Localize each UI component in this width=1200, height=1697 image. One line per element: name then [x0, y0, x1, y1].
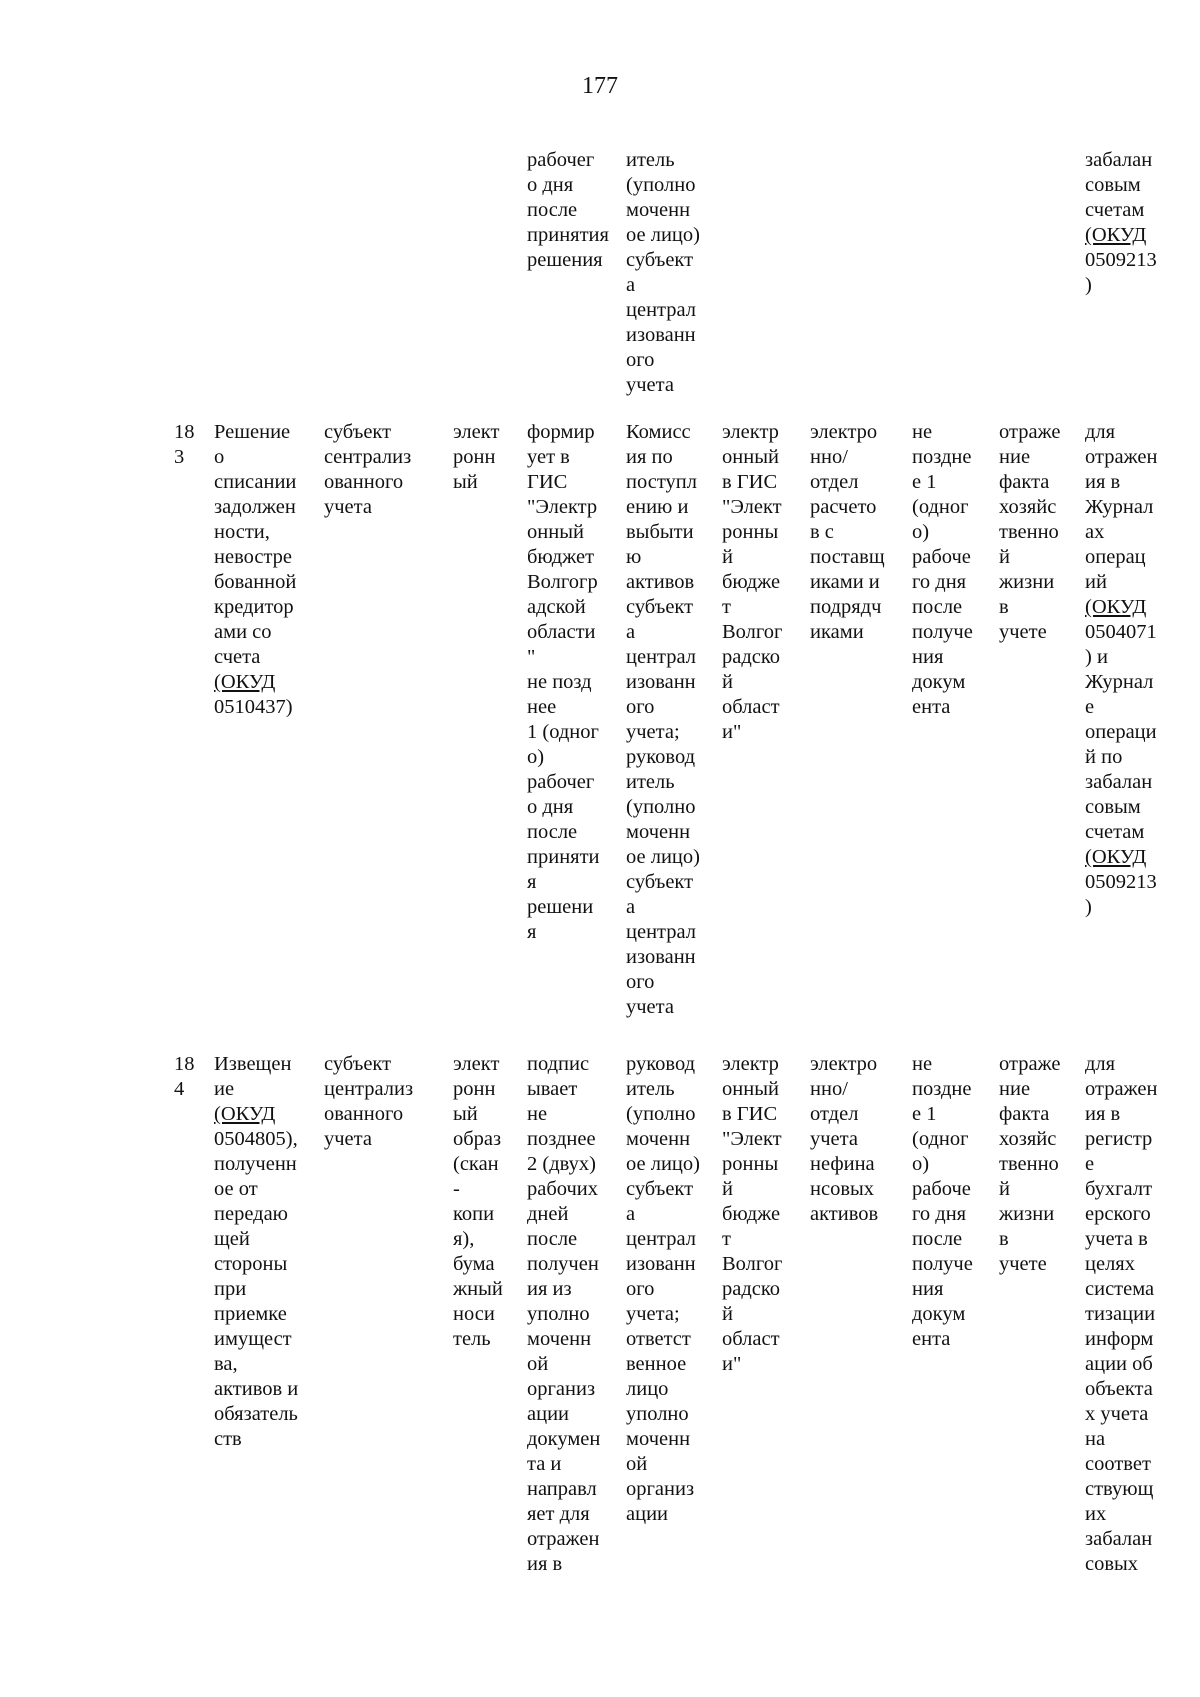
cell-deadline: подпис ывает не позднее 2 (двух) рабочих дней после получен ия из уполно моченн ой организ ации докумен та и направл яет для отражен ия в [527, 1053, 601, 1575]
cell-form: элект ронн ый [453, 421, 500, 493]
cell-processing: отраже ние факта хозяйс твенно й жизни в учете [999, 1053, 1061, 1275]
cell-purpose-code: 0509213 ) [1085, 249, 1157, 296]
cell-responsible: Комисс ия по поступл ению и выбыти ю активов субъект а централ изованн ого учета; руковод итель (уполно моченн ое лицо) субъект а централ изованн ого учета [626, 421, 700, 1018]
cell-transfer-method: электр онный в ГИС "Элект ронны й бюдже т Волгог радско й област и" [722, 1053, 783, 1375]
cell-purpose [1085, 420, 1185, 920]
row-number: 18 4 [174, 1053, 195, 1100]
cell-creator: субъект cентрализ ованного учета [324, 421, 412, 518]
document-name: Извещен ие [214, 1053, 292, 1100]
document-name: Решение о списании задолжен ности, невостре бованной кредитор ами со счета [214, 421, 297, 668]
okud-link[interactable]: (ОКУД [214, 1103, 276, 1125]
okud-link[interactable]: (ОКУД [1085, 596, 1147, 618]
cell-processing-deadline: не поздне е 1 (одног о) рабоче го дня после получе ния докум ента [912, 421, 973, 718]
cell-responsible: руковод итель (уполно моченн ое лицо) субъект а централ изованн ого учета; ответст венное лицо уполно моченн ой организ ации [626, 1053, 700, 1525]
cell-processing: отраже ние факта хозяйс твенно й жизни в учете [999, 421, 1061, 643]
cell-deadline: формир ует в ГИС "Электр онный бюджет Волгогр адской области " не позд нее 1 (одног о) рабочег о дня после приняти я решени я [527, 421, 600, 943]
cell-purpose: для отражен ия в регистр е бухгалт ерского учета в целях система тизации информ ации об объекта х учета на соответ ствующ их забалан совых [1085, 1053, 1158, 1575]
cell-responsible: итель (уполно моченн ое лицо) субъект а централ изованн ого учета [626, 149, 700, 396]
cell-transfer-method: электр онный в ГИС "Элект ронны й бюдже т Волгог радско й област и" [722, 421, 783, 743]
cell-recipient: электро нно/ отдел расчето в с поставщ иками и подрядч иками [810, 421, 885, 643]
cell-deadline: рабочег о дня после принятия решения [527, 149, 609, 271]
cell-document [214, 1052, 319, 1452]
cell-document [214, 420, 319, 720]
cell-creator: субъект централиз ованного учета [324, 1053, 414, 1150]
document-code: 0510437) [214, 696, 293, 718]
row-number: 18 3 [174, 421, 195, 468]
cell-form: элект ронн ый образ (скан - копи я), бума жный носи тель [453, 1053, 503, 1350]
cell-purpose [1085, 148, 1185, 298]
okud-link[interactable]: (ОКУД [1085, 224, 1147, 246]
cell-purpose-text: забалан совым счетам [1085, 149, 1153, 221]
okud-link[interactable]: (ОКУД [1085, 846, 1147, 868]
cell-purpose-code: 0509213 ) [1085, 871, 1157, 918]
cell-processing-deadline: не поздне е 1 (одног о) рабоче го дня после получе ния докум ента [912, 1053, 973, 1350]
document-code: 0504805), полученн ое от передаю щей стороны при приемке имущест ва, активов и обязатель ств [214, 1128, 299, 1450]
cell-purpose-text: 0504071 ) и Журнал е операци й по забалан совым счетам [1085, 621, 1157, 843]
cell-recipient: электро нно/ отдел учета нефина нсовых активов [810, 1053, 879, 1225]
okud-link[interactable]: (ОКУД [214, 671, 276, 693]
page-number: 177 [582, 73, 618, 99]
cell-purpose-text: для отражен ия в Журнал ах операц ий [1085, 421, 1158, 593]
